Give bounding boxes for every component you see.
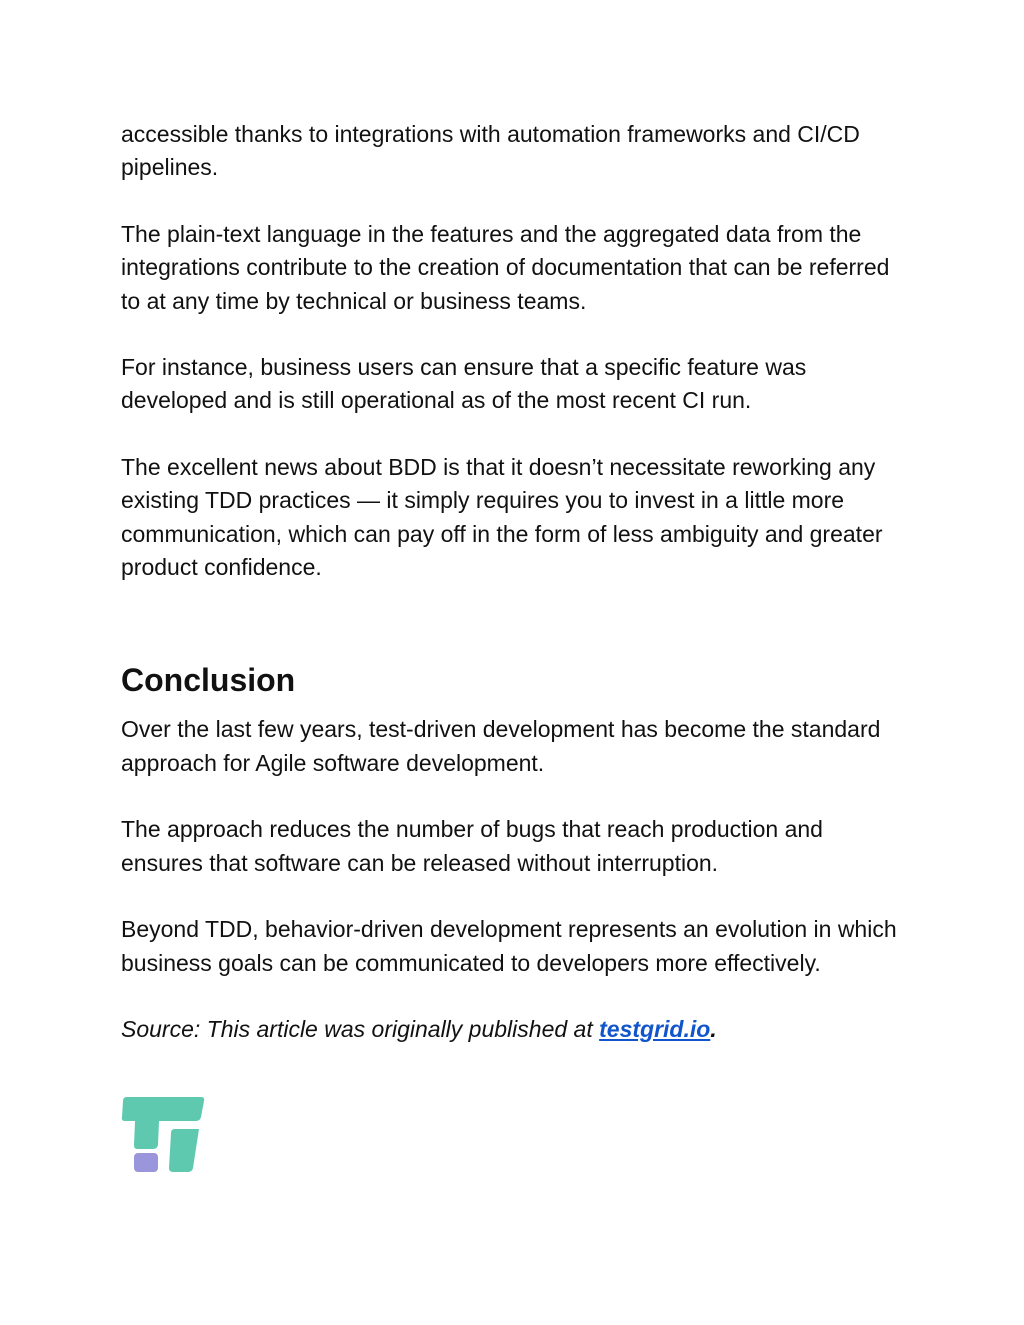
paragraph-documentation: The plain-text language in the features and the aggregated data from the integrations contribute to the creation of documentation that can be referred to at any time by technical or business teams. bbox=[121, 220, 890, 314]
paragraph-reduces-bugs: The approach reduces the number of bugs that reach production and ensures that software can be released without interruption. bbox=[121, 816, 823, 876]
paragraph-bdd-news: The excellent news about BDD is that it doesn’t necessitate reworking any existing TDD practices — it simply requires you to invest in a little more communication, which can pay off in the form of less ambiguity and greater product confidence. bbox=[121, 453, 883, 581]
paragraph-beyond-tdd: Beyond TDD, behavior-driven development represents an evolution in which business goals can be communicated to developers more effectively. bbox=[121, 916, 897, 976]
logo-right-stem bbox=[169, 1129, 199, 1172]
logo-left-stem bbox=[134, 1121, 159, 1149]
paragraph-business-users: For instance, business users can ensure that a specific feature was developed and is still operational as of the most recent CI run. bbox=[121, 354, 807, 414]
paragraph-integrations: accessible thanks to integrations with automation frameworks and CI/CD pipelines. bbox=[121, 121, 860, 181]
source-link[interactable]: testgrid.io bbox=[599, 1015, 711, 1042]
testgrid-logo-icon bbox=[121, 1095, 205, 1173]
source-prefix: Source: This article was originally published at bbox=[121, 1015, 600, 1042]
logo-purple-block bbox=[134, 1153, 158, 1172]
article-body bbox=[121, 118, 911, 1046]
source-suffix: . bbox=[710, 1015, 717, 1042]
paragraph-tdd-standard: Over the last few years, test-driven development has become the standard approach for Agile software development. bbox=[121, 716, 881, 776]
source-line bbox=[121, 1013, 911, 1046]
conclusion-heading: Conclusion bbox=[121, 662, 296, 699]
logo-top-bar bbox=[122, 1097, 204, 1121]
